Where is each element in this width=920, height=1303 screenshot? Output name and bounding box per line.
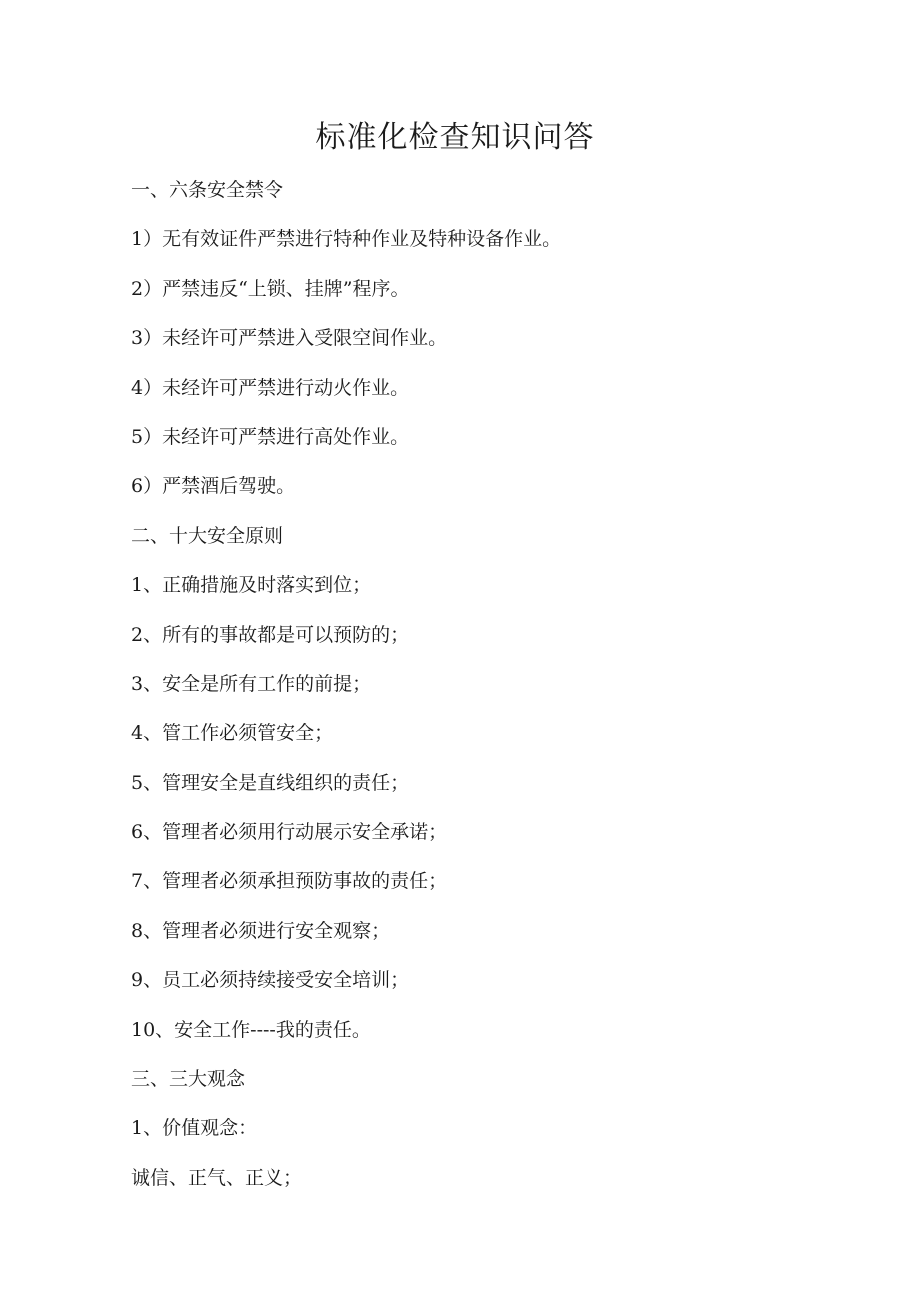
list-item: 6）严禁酒后驾驶。	[131, 475, 296, 498]
list-item: 9、员工必须持续接受安全培训；	[131, 969, 410, 992]
section-heading-six-prohibitions: 一、六条安全禁令	[131, 179, 284, 201]
list-item: 3、安全是所有工作的前提；	[131, 672, 372, 695]
list-item: 6、管理者必须用行动展示安全承诺；	[131, 821, 448, 844]
document-title: 标准化检查知识问答	[315, 120, 595, 155]
document-body	[131, 170, 891, 1207]
list-item: 3）未经许可严禁进入受限空间作业。	[131, 327, 448, 350]
list-item: 1、价值观念：	[131, 1117, 258, 1140]
list-item: 2）严禁违反“上锁、挂牌”程序。	[131, 277, 410, 300]
list-item: 4、管工作必须管安全；	[131, 722, 334, 745]
list-item: 5、管理安全是直线组织的责任；	[131, 771, 410, 794]
list-item: 4）未经许可严禁进行动火作业。	[131, 376, 410, 399]
list-item: 10、安全工作----我的责任。	[131, 1018, 371, 1041]
list-item: 7、管理者必须承担预防事故的责任；	[131, 870, 448, 893]
section-heading-three-concepts: 三、三大观念	[131, 1068, 246, 1091]
list-item: 8、管理者必须进行安全观察；	[131, 919, 391, 942]
list-item: 2、所有的事故都是可以预防的；	[131, 623, 410, 646]
paragraph: 诚信、正气、正义；	[131, 1166, 303, 1189]
list-item: 5）未经许可严禁进行高处作业。	[131, 425, 410, 448]
list-item: 1、正确措施及时落实到位；	[131, 574, 372, 597]
section-heading-ten-principles: 二、十大安全原则	[131, 524, 284, 547]
list-item: 1）无有效证件严禁进行特种作业及特种设备作业。	[131, 228, 562, 251]
